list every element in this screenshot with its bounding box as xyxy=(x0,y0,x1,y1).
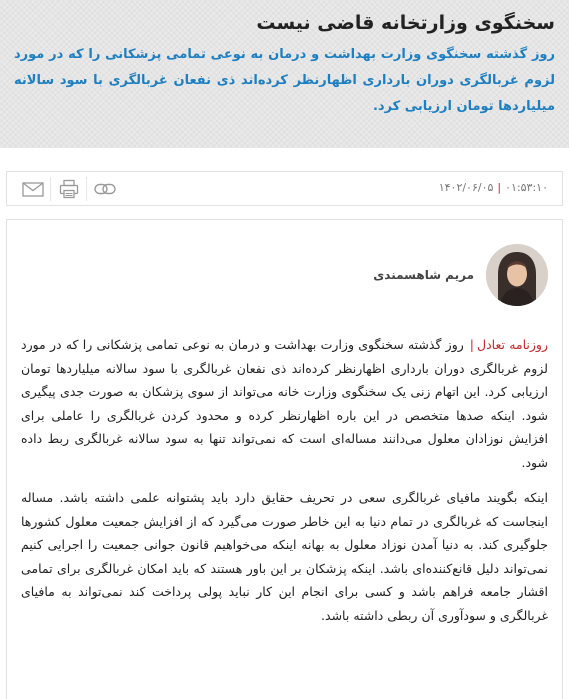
author-block[interactable] xyxy=(373,244,548,306)
paragraph xyxy=(21,333,548,474)
source-name[interactable]: روزنامه تعادل xyxy=(477,337,549,352)
author-name[interactable]: مریم شاهسمندی xyxy=(373,268,474,282)
link-icon xyxy=(94,182,116,196)
article-toolbar xyxy=(6,171,563,206)
date-separator: | xyxy=(497,181,502,194)
print-button[interactable] xyxy=(51,177,87,201)
publish-time: ۰۱:۵۳:۱۰ xyxy=(505,181,548,194)
paragraph: اینکه بگویند مافیای غربالگری سعی در تحریف حقایق دارد باید پشتوانه علمی داشته باشد. مساله اینجاست که غربالگری در تمام دنیا به این خاطر صورت می‌گیرد که از افزایش جمعیت معلول کشورها جلوگیری کند. به دنیا آمدن نوزاد معلول به بهانه اینکه می‌خواهیم قانون جوانی جمعیت را اجرایی کنیم نمی‌تواند دلیل قانع‌کننده‌ای باشد. اینکه پزشکان بر این باور هستند که باید امکان غربالگری برای تمامی اقشار جامعه فراهم باشد و کسی برای انجام این کار نباید پولی پرداخت کند نمی‌تواند به مافیای غربالگری و سودآوری آن ربطی داشته باشد. xyxy=(21,490,548,623)
copy-link-button[interactable] xyxy=(87,177,123,201)
author-avatar xyxy=(486,244,548,306)
source-separator: | xyxy=(469,337,474,352)
share-tools xyxy=(15,177,123,201)
article-card xyxy=(6,219,563,699)
headline: سخنگوی وزارتخانه قاضی نیست xyxy=(256,12,555,34)
publish-date: ۱۴۰۲/۰۶/۰۵ xyxy=(438,181,494,194)
lead-text: روز گذشته سخنگوی وزارت بهداشت و درمان به نوعی تمامی پزشکانی را که در مورد لزوم غربالگری دوران بارداری اظهارنظر کرده‌اند ذی نفعان غربالگری با سود سالانه میلیاردها تومان ارزیابی کرد. xyxy=(14,47,555,114)
publish-datetime xyxy=(439,181,548,194)
lead-box xyxy=(0,0,569,148)
paragraph-text: روز گذشته سخنگوی وزارت بهداشت و درمان به نوعی تمامی پزشکانی را که در مورد لزوم غربالگری دوران بارداری اظهارنظر کرده‌اند ذی نفعان غربالگری با سود سالانه میلیاردها تومان ارزیابی کرد. این اتهام زنی یک سخنگوی وزارت خانه می‌تواند از سوی پزشکان به صورت جدی پیگیری شود. اینکه صدها متخصص در این باره اظهارنظر کرده و محدود کردن غربالگری را عاملی برای افزایش نوزادان معلول می‌دانند مساله‌ای است که نمی‌تواند تنها به سود سالانه غربالگری ربط داده شود. xyxy=(21,337,548,470)
author-photo xyxy=(486,244,548,306)
mail-icon xyxy=(22,182,44,197)
article-body xyxy=(21,333,548,639)
print-icon xyxy=(59,179,79,199)
email-button[interactable] xyxy=(15,177,51,201)
